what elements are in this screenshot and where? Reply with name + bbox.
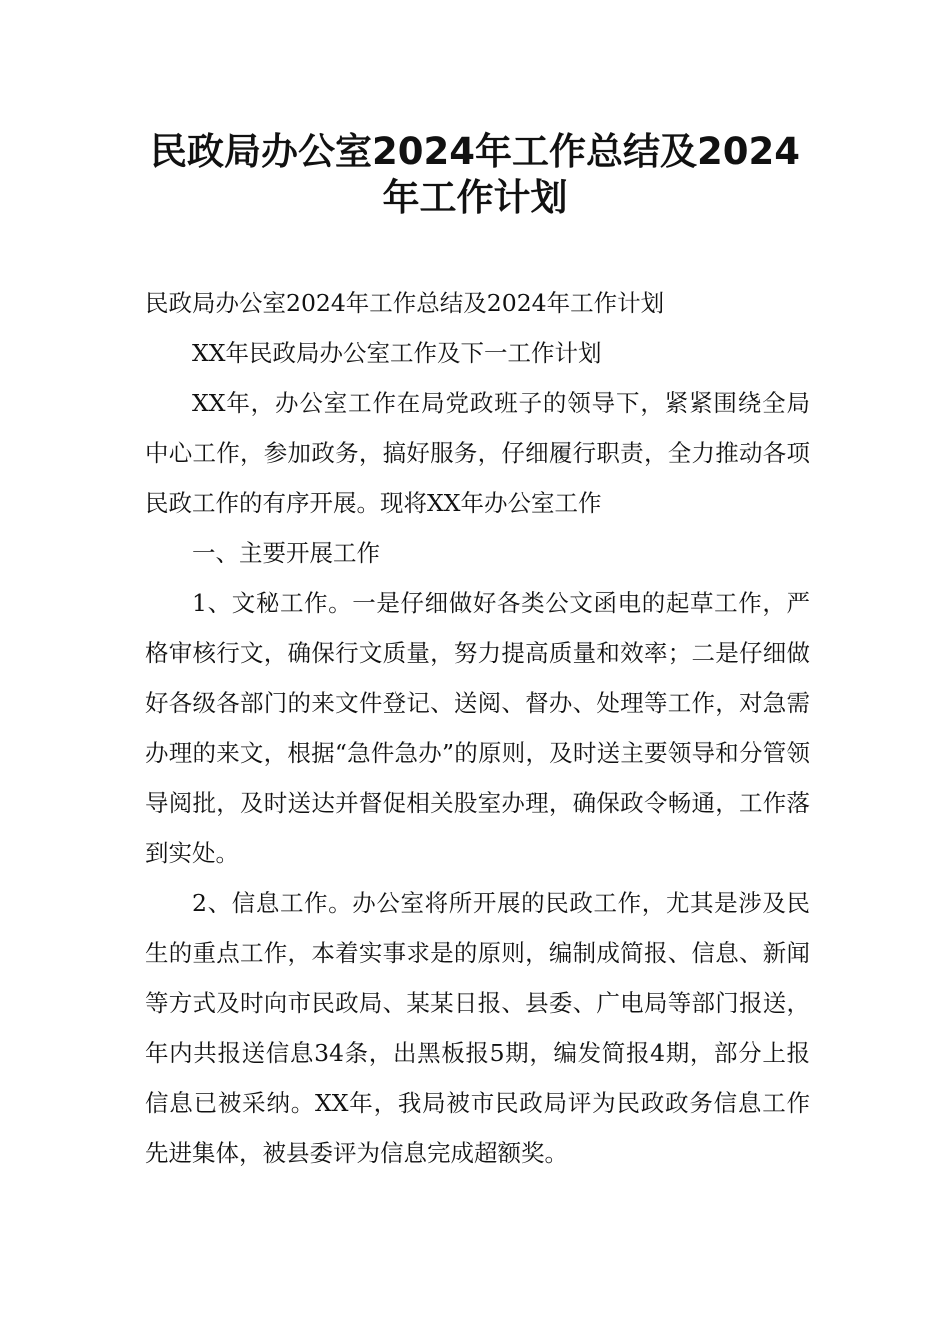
paragraph-information-work: 2、信息工作。办公室将所开展的民政工作，尤其是涉及民生的重点工作，本着实事求是的原则，编制成简报、信息、新闻等方式及时向市民政局、某某日报、县委、广电局等部门报送，年内共报送信息34条，出黑板报5期，编发简报4期，部分上报信息已被采纳。XX年，我局被市民政局评为民政政务信息工作先进集体，被县委评为信息完成超额奖。: [145, 889, 810, 1167]
paragraph-heading: XX年民政局办公室工作及下一工作计划: [192, 339, 602, 367]
document-title-line-1: 民政局办公室2024年工作总结及2024: [150, 130, 800, 173]
section-heading: 一、主要开展工作: [192, 539, 380, 567]
paragraph-intro: XX年，办公室工作在局党政班子的领导下，紧紧围绕全局中心工作，参加政务，搞好服务，仔细履行职责，全力推动各项民政工作的有序开展。现将XX年办公室工作: [145, 389, 810, 517]
paragraph-subtitle: 民政局办公室2024年工作总结及2024年工作计划: [145, 289, 665, 317]
document-body: [145, 278, 810, 1178]
document-title-line-2: 年工作计划: [382, 176, 568, 219]
paragraph-secretarial-work: 1、文秘工作。一是仔细做好各类公文函电的起草工作，严格审核行文，确保行文质量，努力提高质量和效率；二是仔细做好各级各部门的来文件登记、送阅、督办、处理等工作，对急需办理的来文，根据“急件急办”的原则，及时送主要领导和分管领导阅批，及时送达并督促相关股室办理，确保政令畅通，工作落到实处。: [145, 589, 810, 867]
